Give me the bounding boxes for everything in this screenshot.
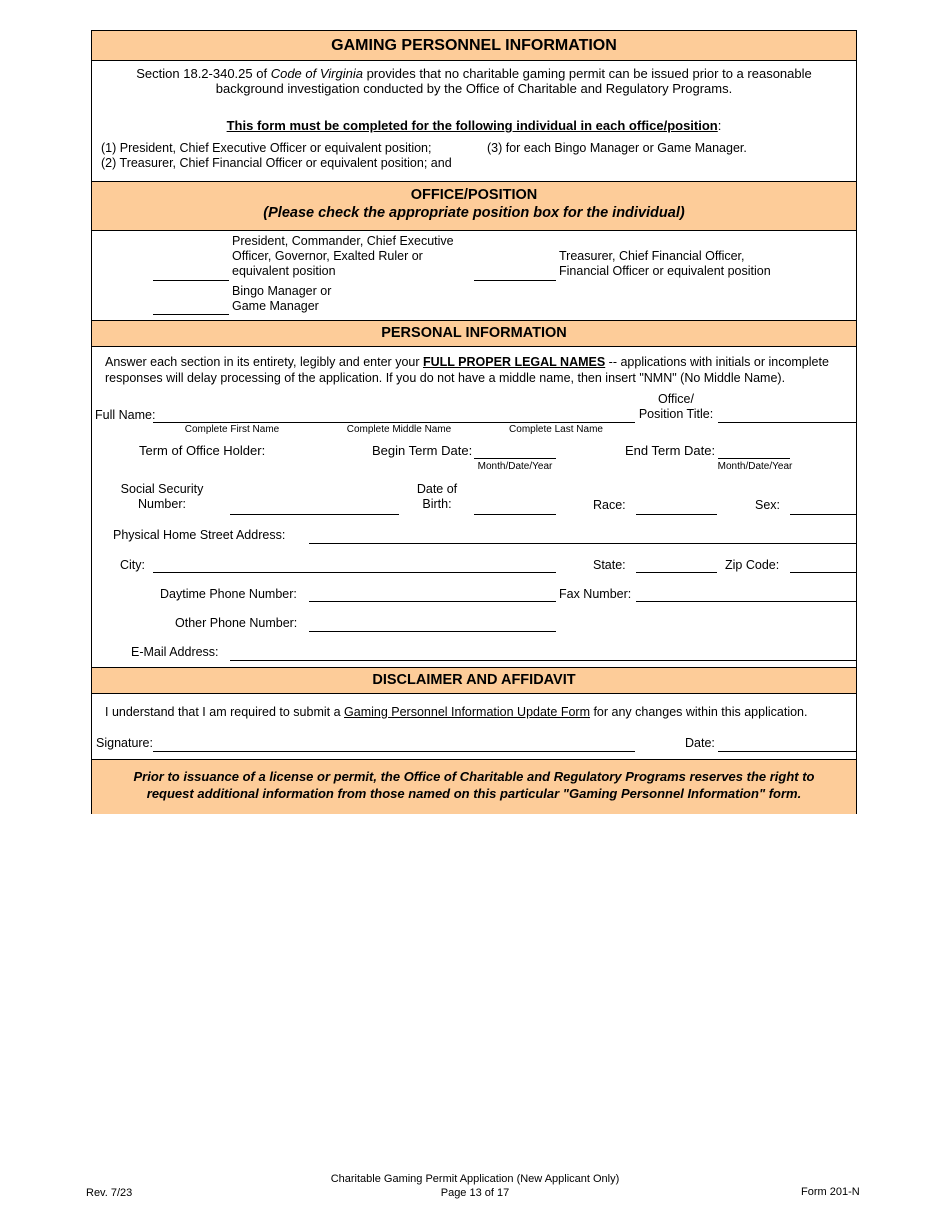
end-term-label: End Term Date: — [625, 443, 716, 458]
code-of-virginia: Code of Virginia — [270, 66, 363, 81]
ssn-label — [112, 482, 212, 512]
footer-rev: Rev. 7/23 — [86, 1187, 133, 1199]
president-label-l2: Officer, Governor, Exalted Ruler or — [232, 249, 423, 263]
dob-label — [402, 482, 472, 512]
personal-instructions — [105, 354, 829, 386]
office-position-header — [92, 181, 856, 231]
full-name-label: Full Name: — [95, 408, 156, 422]
checkbox-treasurer[interactable] — [474, 280, 556, 281]
disclaimer-text-end: for any changes within this application. — [589, 705, 808, 719]
race-label: Race: — [593, 498, 626, 512]
checkbox-bingo-manager[interactable] — [153, 314, 229, 315]
sex-label: Sex: — [755, 498, 781, 512]
instr-text: Answer each section in its entirety, legibly and enter your — [105, 355, 423, 369]
intro-text-line2: background investigation conducted by the Office of Charitable and Regulatory Programs. — [215, 81, 733, 96]
email-field[interactable] — [230, 660, 856, 661]
bingo-label-l1: Bingo Manager or — [232, 284, 332, 298]
instr-text-line2: responses will delay processing of the application. If you do not have a middle name, then insert "NMN" (No Middle Name). — [105, 371, 786, 385]
option-bingo-label — [232, 284, 331, 314]
full-name-field[interactable] — [153, 422, 635, 423]
begin-term-caption: Month/Date/Year — [477, 461, 553, 472]
president-label-l3: equivalent position — [232, 264, 336, 278]
city-label: City: — [120, 558, 145, 572]
position-list-3: (3) for each Bingo Manager or Game Manager. — [487, 141, 747, 155]
update-form-link[interactable]: Gaming Personnel Information Update Form — [344, 705, 590, 719]
dob-field[interactable] — [474, 514, 556, 515]
end-term-field[interactable] — [718, 458, 790, 459]
ssn-field[interactable] — [230, 514, 399, 515]
sex-field[interactable] — [790, 514, 856, 515]
intro-text-cont: provides that no charitable gaming permit can be issued prior to a reasonable — [362, 66, 812, 81]
intro-text: Section 18.2-340.25 of — [136, 66, 271, 81]
footer-page-number: Page 13 of 17 — [440, 1187, 510, 1199]
city-field[interactable] — [153, 572, 556, 573]
day-phone-field[interactable] — [309, 601, 556, 602]
date-label: Date: — [685, 736, 715, 750]
footer-form-number: Form 201-N — [801, 1186, 860, 1198]
option-president-label — [232, 234, 454, 279]
zip-field[interactable] — [790, 572, 856, 573]
date-field[interactable] — [718, 751, 856, 752]
position-list-2: (2) Treasurer, Chief Financial Officer or equivalent position; and — [101, 156, 452, 170]
full-legal-names: FULL PROPER LEGAL NAMES — [423, 355, 606, 369]
bingo-label-l2: Game Manager — [232, 299, 319, 313]
office-position-subtitle: (Please check the appropriate position box for the individual) — [263, 205, 685, 221]
instr-text-cont: -- applications with initials or incomplete — [605, 355, 829, 369]
disclaimer-text-start: I understand that I am required to submit a — [105, 705, 345, 719]
day-phone-label: Daytime Phone Number: — [160, 587, 297, 601]
intro-paragraph — [92, 66, 856, 96]
signature-field[interactable] — [153, 751, 635, 752]
disclaimer-header: DISCLAIMER AND AFFIDAVIT — [92, 667, 856, 694]
position-list-1: (1) President, Chief Executive Officer or equivalent position; — [101, 141, 432, 155]
state-label: State: — [593, 558, 626, 572]
personal-information-header: PERSONAL INFORMATION — [92, 320, 856, 347]
other-phone-field[interactable] — [309, 631, 556, 632]
term-holder-label: Term of Office Holder: — [139, 443, 266, 458]
race-field[interactable] — [636, 514, 717, 515]
office-title-l2: Position Title: — [638, 407, 714, 421]
fax-field[interactable] — [636, 601, 856, 602]
zip-label: Zip Code: — [725, 558, 780, 572]
fax-label: Fax Number: — [559, 587, 632, 601]
begin-term-label: Begin Term Date: — [372, 443, 473, 458]
notice-box — [92, 759, 856, 814]
disclaimer-text — [105, 705, 807, 720]
option-treasurer-label — [559, 249, 771, 279]
requirement-heading — [92, 118, 856, 133]
address-field[interactable] — [309, 543, 856, 544]
first-name-caption: Complete First Name — [184, 424, 280, 435]
middle-name-caption: Complete Middle Name — [346, 424, 452, 435]
signature-label: Signature: — [96, 736, 153, 750]
ssn-label-l1: Social Security — [120, 482, 204, 496]
end-term-caption: Month/Date/Year — [717, 461, 793, 472]
notice-line-2: request additional information from those named on this particular "Gaming Personnel Information" form. — [146, 786, 802, 801]
other-phone-label: Other Phone Number: — [175, 616, 298, 630]
treasurer-label-l2: Financial Officer or equivalent position — [559, 264, 771, 278]
form-title: GAMING PERSONNEL INFORMATION — [92, 31, 856, 61]
begin-term-field[interactable] — [474, 458, 556, 459]
office-title-l1: Office/ — [658, 392, 694, 406]
checkbox-president[interactable] — [153, 280, 229, 281]
email-label: E-Mail Address: — [131, 645, 219, 659]
ssn-label-l2: Number: — [138, 497, 186, 511]
dob-label-l2: Birth: — [422, 497, 452, 511]
address-label: Physical Home Street Address: — [113, 528, 286, 542]
office-title-label — [632, 392, 720, 422]
dob-label-l1: Date of — [416, 482, 458, 496]
office-title-field[interactable] — [718, 422, 856, 423]
requirement-colon: : — [717, 118, 722, 133]
footer-app-name: Charitable Gaming Permit Application (New Applicant Only) — [330, 1173, 620, 1185]
treasurer-label-l1: Treasurer, Chief Financial Officer, — [559, 249, 745, 263]
state-field[interactable] — [636, 572, 717, 573]
gaming-personnel-form — [91, 30, 857, 814]
president-label-l1: President, Commander, Chief Executive — [232, 234, 454, 248]
last-name-caption: Complete Last Name — [509, 424, 603, 435]
notice-line-1: Prior to issuance of a license or permit, the Office of Charitable and Regulatory Programs reserves the right to — [133, 769, 815, 784]
footer-center — [275, 1172, 675, 1200]
office-position-title: OFFICE/POSITION — [410, 187, 538, 203]
requirement-text: This form must be completed for the following individual in each office/position — [226, 118, 718, 133]
